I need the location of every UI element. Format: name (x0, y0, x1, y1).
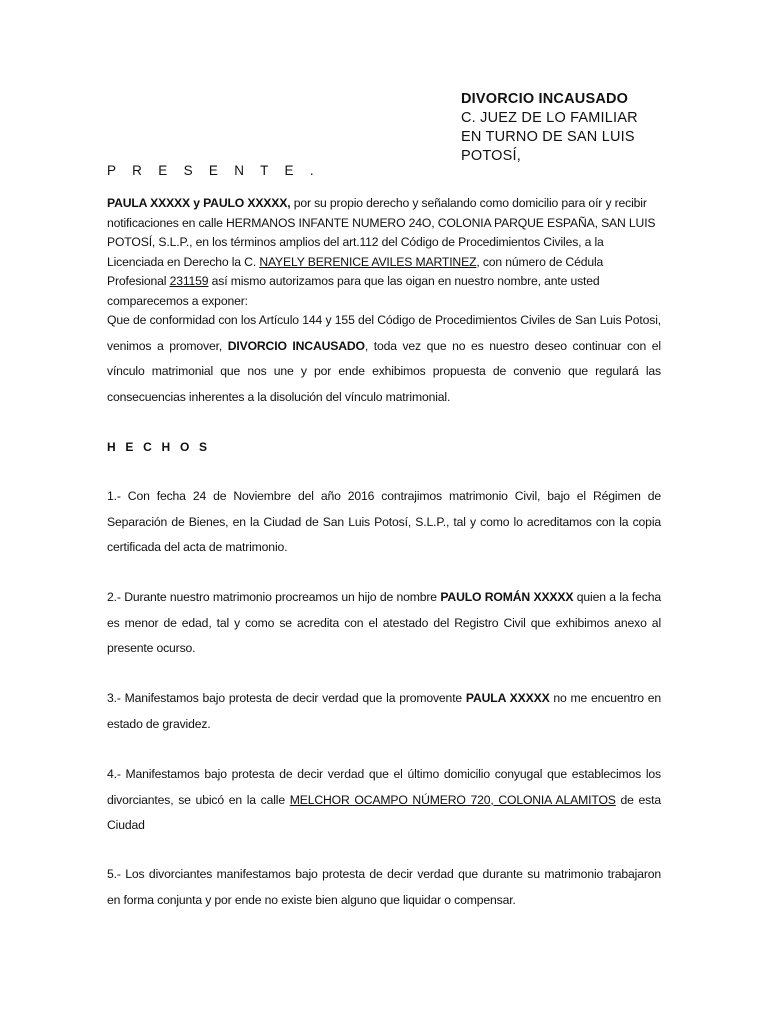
document-title: DIVORCIO INCAUSADO (461, 91, 629, 107)
hecho-3-text-b: no me encuentro en estado de gravidez. (107, 691, 661, 731)
purpose-paragraph (107, 308, 661, 410)
cedula-number: 231159 (169, 274, 209, 288)
hecho-1: 1.- Con fecha 24 de Noviembre del año 2016 contrajimos matrimonio Civil, bajo el Régimen de Separación de Bienes, en la Ciudad de San Luis Potosí, S.L.P., tal y como lo acreditamos con la copia certificada del acta de matrimonio. (107, 489, 661, 555)
conjugal-address: MELCHOR OCAMPO NÚMERO 720, COLONIA ALAMITOS (289, 792, 616, 807)
lawyer-name: NAYELY BERENICE AVILES MARTINEZ (259, 254, 477, 269)
document-heading (461, 90, 721, 166)
addressee-line-1: C. JUEZ DE LO FAMILIAR (461, 110, 638, 126)
purpose-bold: DIVORCIO INCAUSADO (227, 338, 365, 353)
child-name: PAULO ROMÁN XXXXX (440, 590, 574, 604)
intro-text-3: así mismo autorizamos para que las oigan en nuestro nombre, ante usted comparecemos a exponer: (107, 274, 600, 308)
hecho-5: 5.- Los divorciantes manifestamos bajo protesta de decir verdad que durante su matrimonio trabajaron en forma conjunta y por ende no existe bien alguno que liquidar o compensar. (107, 867, 661, 907)
presente-label: P R E S E N T E . (107, 163, 320, 178)
hechos-heading: H E C H O S (107, 440, 211, 454)
purpose-text-1: Que de conformidad con los Artículo 144 y 155 del Código de Procedimientos Civiles de San Luis Potosi, venimos a promover, (107, 313, 661, 353)
intro-paragraph (107, 194, 661, 311)
hecho-3 (107, 686, 661, 737)
intro-text-1: por su propio derecho y señalando como domicilio para oír y recibir notificaciones en calle HERMANOS INFANTE NUMERO 24O, COLONIA PARQUE ESPAÑA, SAN LUIS POTOSÍ, S.L.P., en los términos amplios del art.112 del Código de Procedimientos Civiles, a la Licenciada en Derecho la C. (107, 196, 656, 269)
hecho-3-text-a: 3.- Manifestamos bajo protesta de decir verdad que la promovente (107, 691, 466, 705)
hecho-4-text-b: de esta Ciudad (107, 792, 661, 833)
hecho-2-text-b: quien a la fecha es menor de edad, tal y como se acredita con el atestado del Registro Civil que exhibimos anexo al presente ocurso. (107, 590, 661, 656)
intro-text-2: , con número de Cédula Profesional (107, 254, 604, 288)
addressee-line-3: POTOSÍ, (461, 148, 521, 164)
promovente-name: PAULA XXXXX (465, 691, 550, 705)
hecho-4 (107, 762, 661, 839)
parties-names: PAULA XXXXX y PAULO XXXXX, (107, 196, 291, 210)
purpose-text-2: , toda vez que no es nuestro deseo continuar con el vínculo matrimonial que nos une y por ende exhibimos propuesta de convenio que regulará las consecuencias inherentes a la disolución del vínculo matrimonial. (107, 338, 661, 404)
addressee-line-2: EN TURNO DE SAN LUIS (461, 129, 635, 145)
hecho-2 (107, 585, 661, 662)
hecho-4-text-a: 4.- Manifestamos bajo protesta de decir verdad que el último domicilio conyugal que establecimos los divorciantes, se ubicó en la calle (107, 767, 661, 807)
hecho-2-text-a: 2.- Durante nuestro matrimonio procreamos un hijo de nombre (107, 590, 441, 604)
